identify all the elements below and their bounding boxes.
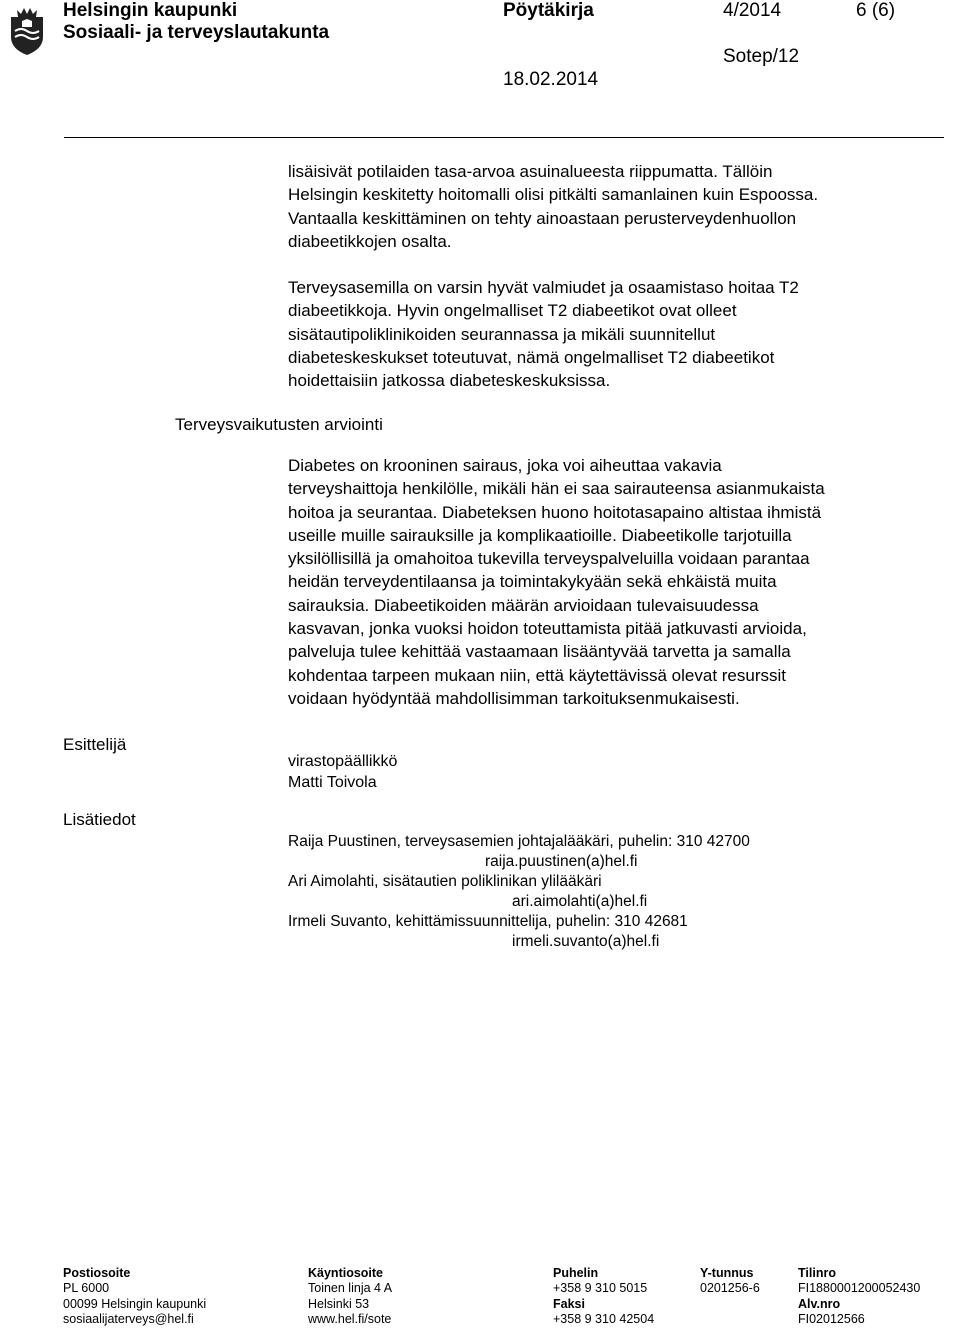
reference-code: Sotep/12 <box>723 46 800 67</box>
presenter-name: Matti Toivola <box>288 774 377 791</box>
document-type: Pöytäkirja <box>503 0 594 21</box>
text-line: diabeetikkoja. Hyvin ongelmalliset T2 diabeetikot ovat olleet <box>288 301 737 321</box>
text-line: diabeetikkojen osalta. <box>288 231 452 251</box>
footer-line: +358 9 310 5015 <box>553 1281 648 1296</box>
text-line: heidän terveydentilaansa ja toimintakykyään sekä ehkäistä muita <box>288 572 777 592</box>
footer-postal <box>63 1266 206 1327</box>
paragraph-2 <box>288 276 938 392</box>
text-line: sairauksia. Diabeetikoiden määrän arvioidaan tulevaisuudessa <box>288 595 759 615</box>
contact-line: Irmeli Suvanto, kehittämissuunnittelija, puhelin: 310 42681 <box>288 913 688 930</box>
footer-line: FI1880001200052430 <box>798 1281 921 1296</box>
footer-phone <box>553 1266 654 1327</box>
contact-line: Ari Aimolahti, sisätautien poliklinikan ylilääkäri <box>288 873 602 890</box>
text-line: Helsingin keskitetty hoitomalli olisi pitkälti samanlainen kuin Espoossa. <box>288 185 819 205</box>
text-line: Terveysasemilla on varsin hyvät valmiudet ja osaamistaso hoitaa T2 <box>288 278 799 297</box>
presenter-label: Esittelijä <box>63 735 127 754</box>
document-number: 4/2014 <box>723 0 782 21</box>
text-line: useille muille sairauksille ja komplikaatioille. Diabeetikolle tarjotuilla <box>288 525 792 545</box>
footer-heading: Puhelin <box>553 1266 599 1280</box>
additional-info-label: Lisätiedot <box>63 810 136 829</box>
contact-line: Raija Puustinen, terveysasemien johtajalääkäri, puhelin: 310 42700 <box>288 833 750 850</box>
footer-visiting <box>308 1266 392 1327</box>
footer-web-link[interactable]: www.hel.fi/sote <box>308 1311 392 1326</box>
text-line: hoitoa ja seurantaa. Diabeteksen huono hoitotasapaino altistaa ihmistä <box>288 502 822 522</box>
paragraph-3 <box>288 454 938 710</box>
board-name: Sosiaali- ja terveyslautakunta <box>63 22 330 43</box>
text-line: Vantaalla keskittäminen on tehty ainoastaan perusterveydenhuollon <box>288 208 797 228</box>
text-line: hoidettaisiin jatkossa diabeteskeskuksissa. <box>288 371 611 391</box>
paragraph-1 <box>288 160 938 253</box>
page-number: 6 (6) <box>856 0 896 21</box>
presenter-title: virastopäällikkö <box>288 753 398 770</box>
footer-heading: Tilinro <box>798 1266 836 1280</box>
text-line: yksilöllisillä ja omahoitoa tukevilla terveyspalveluilla voidaan parantaa <box>288 549 810 569</box>
contact-email-link[interactable]: ari.aimolahti(a)hel.fi <box>512 893 648 910</box>
section-heading-health-impact: Terveysvaikutusten arviointi <box>175 415 383 434</box>
footer-line: FI02012566 <box>798 1311 865 1326</box>
footer-line: PL 6000 <box>63 1281 110 1296</box>
text-line: diabeteskeskukset toteutuvat, nämä ongelmalliset T2 diabeetikot <box>288 347 775 367</box>
footer-line: Toinen linja 4 A <box>308 1281 393 1296</box>
footer-line: 00099 Helsingin kaupunki <box>63 1296 207 1311</box>
text-line: voidaan hyödyntää mahdollisimman tarkoituksenmukaisesti. <box>288 688 740 708</box>
text-line: lisäisivät potilaiden tasa-arvoa asuinalueesta riippumatta. Tällöin <box>288 162 773 181</box>
text-line: terveyshaittoja henkilölle, mikäli hän ei saa sairauteensa asianmukaista <box>288 479 825 499</box>
footer-email-link[interactable]: sosiaalijaterveys@hel.fi <box>63 1311 194 1326</box>
footer-account <box>798 1266 920 1327</box>
footer-heading: Postiosoite <box>63 1266 131 1280</box>
text-line: kohdentaa tarpeen mukaan niin, että käytettävissä olevat resurssit <box>288 665 787 685</box>
contact-email-link[interactable]: irmeli.suvanto(a)hel.fi <box>512 933 660 950</box>
helsinki-coat-of-arms-logo <box>5 3 49 57</box>
footer-line: 0201256-6 <box>700 1281 760 1296</box>
text-line: sisätautipoliklinikoiden seurannassa ja mikäli suunnitellut <box>288 324 716 344</box>
footer-line: +358 9 310 42504 <box>553 1311 655 1326</box>
footer-business-id <box>700 1266 760 1297</box>
org-name: Helsingin kaupunki <box>63 0 238 21</box>
text-line: Diabetes on krooninen sairaus, joka voi aiheuttaa vakavia <box>288 456 722 475</box>
footer-heading: Käyntiosoite <box>308 1266 384 1280</box>
footer-heading: Faksi <box>553 1296 585 1311</box>
footer-heading: Y-tunnus <box>700 1266 754 1280</box>
header-divider <box>64 137 944 138</box>
text-line: palveluja tulee kehittää vastaamaan lisääntyvää tarvetta ja samalla <box>288 642 791 662</box>
contact-email-link[interactable]: raija.puustinen(a)hel.fi <box>485 853 638 870</box>
footer-line: Helsinki 53 <box>308 1296 370 1311</box>
meeting-date: 18.02.2014 <box>503 69 599 90</box>
footer-heading: Alv.nro <box>798 1296 841 1311</box>
text-line: kasvavan, jonka vuoksi hoidon toteuttamista pitää jatkuvasti arvioida, <box>288 619 807 639</box>
